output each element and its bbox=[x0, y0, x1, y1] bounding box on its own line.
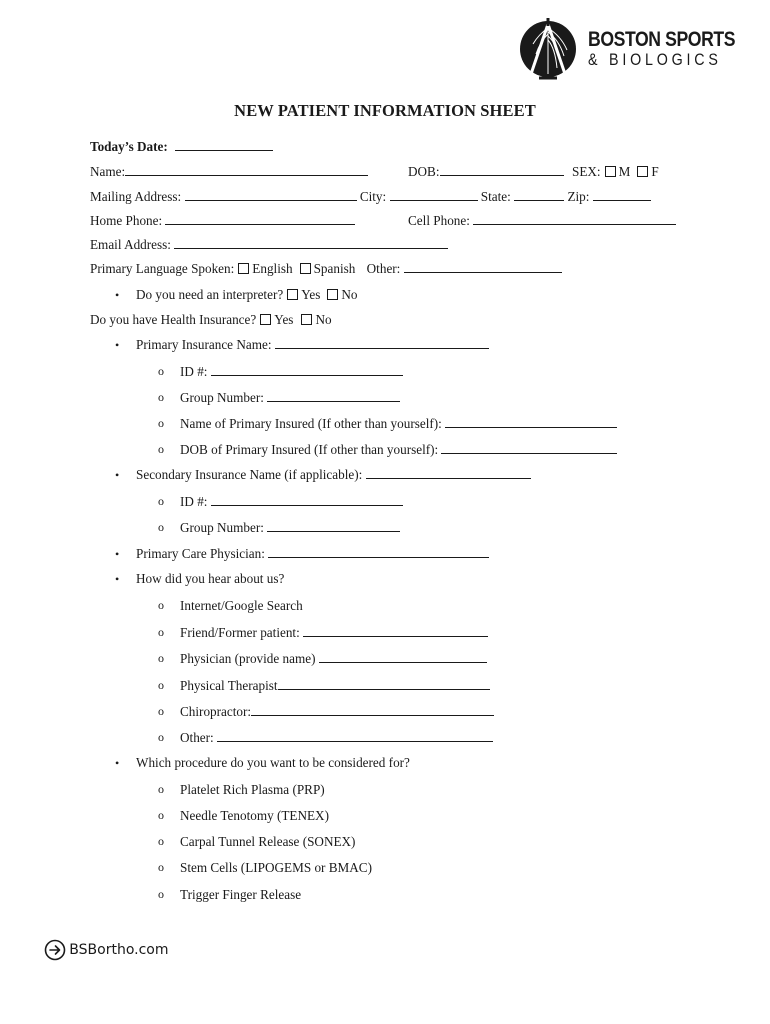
zip-field[interactable] bbox=[593, 189, 651, 201]
language-label: Primary Language Spoken: bbox=[90, 261, 235, 276]
circle-bullet-icon: o bbox=[158, 730, 164, 744]
logo-emblem-icon bbox=[517, 16, 579, 82]
primary-insurance-row bbox=[136, 337, 489, 353]
state-field[interactable] bbox=[514, 189, 564, 201]
english-checkbox[interactable] bbox=[238, 263, 249, 274]
footer-website[interactable]: BSBortho.com bbox=[69, 942, 169, 958]
primary-group-label: Group Number: bbox=[180, 390, 264, 405]
sex-row bbox=[572, 164, 659, 180]
primary-insurance-label: Primary Insurance Name: bbox=[136, 337, 272, 352]
sex-m-checkbox[interactable] bbox=[605, 166, 616, 177]
interpreter-row bbox=[136, 287, 358, 303]
spanish-label: Spanish bbox=[313, 261, 356, 276]
bullet-icon: • bbox=[115, 572, 120, 586]
hear-other-field[interactable] bbox=[217, 730, 493, 742]
circle-bullet-icon: o bbox=[158, 625, 164, 639]
sex-f-checkbox[interactable] bbox=[637, 166, 648, 177]
mailing-address-field[interactable] bbox=[185, 189, 357, 201]
secondary-insurance-field[interactable] bbox=[366, 467, 531, 479]
circle-bullet-icon: o bbox=[158, 494, 164, 508]
pcp-field[interactable] bbox=[268, 546, 489, 558]
hear-option-physician-row bbox=[180, 651, 487, 667]
primary-insured-dob-field[interactable] bbox=[441, 442, 617, 454]
email-row bbox=[90, 237, 448, 253]
sex-label: SEX: bbox=[572, 164, 601, 179]
circle-bullet-icon: o bbox=[158, 704, 164, 718]
secondary-group-field[interactable] bbox=[267, 520, 400, 532]
primary-insured-name-label: Name of Primary Insured (If other than yourself): bbox=[180, 416, 442, 431]
hear-option-chiropractor[interactable]: Chiropractor: bbox=[180, 704, 252, 719]
circle-bullet-icon: o bbox=[158, 520, 164, 534]
email-field[interactable] bbox=[174, 237, 448, 249]
primary-insured-dob-label: DOB of Primary Insured (If other than yourself): bbox=[180, 442, 439, 457]
insurance-no-checkbox[interactable] bbox=[301, 314, 312, 325]
circle-bullet-icon: o bbox=[158, 364, 164, 378]
hear-pt-field[interactable] bbox=[278, 678, 490, 690]
mailing-row bbox=[90, 189, 651, 205]
primary-id-label: ID #: bbox=[180, 364, 208, 379]
insurance-row bbox=[90, 312, 332, 328]
other-language-field[interactable] bbox=[404, 261, 562, 273]
primary-insured-name-row bbox=[180, 416, 617, 432]
hear-option-other[interactable]: Other: bbox=[180, 730, 214, 745]
interpreter-no-checkbox[interactable] bbox=[327, 289, 338, 300]
insurance-question: Do you have Health Insurance? bbox=[90, 312, 257, 327]
city-label: City: bbox=[359, 189, 387, 204]
english-label: English bbox=[252, 261, 293, 276]
home-phone-row bbox=[90, 213, 355, 229]
sex-f-label: F bbox=[651, 164, 659, 179]
home-phone-label: Home Phone: bbox=[90, 213, 163, 228]
email-label: Email Address: bbox=[90, 237, 171, 252]
bullet-icon: • bbox=[115, 547, 120, 561]
hear-option-friend-row bbox=[180, 625, 488, 641]
primary-group-field[interactable] bbox=[267, 390, 400, 402]
name-label: Name: bbox=[90, 164, 126, 179]
secondary-group-label: Group Number: bbox=[180, 520, 264, 535]
hear-option-physical-therapist[interactable]: Physical Therapist bbox=[180, 678, 278, 693]
hear-physician-field[interactable] bbox=[319, 651, 487, 663]
spanish-checkbox[interactable] bbox=[300, 263, 311, 274]
circle-bullet-icon: o bbox=[158, 782, 164, 796]
secondary-id-row bbox=[180, 494, 403, 510]
primary-insured-dob-row bbox=[180, 442, 617, 458]
circle-bullet-icon: o bbox=[158, 442, 164, 456]
arrow-right-circle-icon bbox=[44, 939, 66, 961]
city-field[interactable] bbox=[390, 189, 478, 201]
page-title: NEW PATIENT INFORMATION SHEET bbox=[234, 101, 536, 120]
state-label: State: bbox=[480, 189, 511, 204]
circle-bullet-icon: o bbox=[158, 416, 164, 430]
hear-option-pt-row bbox=[180, 678, 490, 694]
procedure-tenex[interactable]: Needle Tenotomy (TENEX) bbox=[180, 808, 329, 823]
hear-option-other-row bbox=[180, 730, 493, 746]
secondary-group-row bbox=[180, 520, 400, 536]
primary-group-row bbox=[180, 390, 400, 406]
secondary-insurance-row bbox=[136, 467, 531, 483]
circle-bullet-icon: o bbox=[158, 651, 164, 665]
interpreter-question: Do you need an interpreter? bbox=[136, 287, 284, 302]
hear-chiro-field[interactable] bbox=[251, 704, 494, 716]
circle-bullet-icon: o bbox=[158, 678, 164, 692]
hear-option-chiro-row bbox=[180, 704, 494, 720]
logo-line-1: BOSTON SPORTS bbox=[588, 28, 736, 51]
bullet-icon: • bbox=[115, 338, 120, 352]
todays-date-field[interactable] bbox=[175, 139, 273, 151]
name-row bbox=[90, 164, 368, 180]
bullet-icon: • bbox=[115, 468, 120, 482]
insurance-yes-label: Yes bbox=[274, 312, 294, 327]
circle-bullet-icon: o bbox=[158, 598, 164, 612]
mailing-address-label: Mailing Address: bbox=[90, 189, 182, 204]
interpreter-no-label: No bbox=[341, 287, 358, 302]
circle-bullet-icon: o bbox=[158, 390, 164, 404]
secondary-id-label: ID #: bbox=[180, 494, 208, 509]
procedure-trigger-finger[interactable]: Trigger Finger Release bbox=[180, 887, 302, 902]
primary-id-row bbox=[180, 364, 403, 380]
hear-option-physician[interactable]: Physician (provide name) bbox=[180, 651, 316, 666]
insurance-yes-checkbox[interactable] bbox=[260, 314, 271, 325]
logo-line-2: & BIOLOGICS bbox=[588, 50, 722, 69]
cell-phone-field[interactable] bbox=[473, 213, 676, 225]
procedure-question: Which procedure do you want to be considered for? bbox=[136, 755, 410, 770]
interpreter-yes-label: Yes bbox=[301, 287, 321, 302]
procedure-sonex[interactable]: Carpal Tunnel Release (SONEX) bbox=[180, 834, 356, 849]
home-phone-field[interactable] bbox=[165, 213, 355, 225]
circle-bullet-icon: o bbox=[158, 834, 164, 848]
bullet-icon: • bbox=[115, 288, 120, 302]
circle-bullet-icon: o bbox=[158, 808, 164, 822]
other-language-label: Other: bbox=[366, 261, 401, 276]
primary-id-field[interactable] bbox=[211, 364, 403, 376]
circle-bullet-icon: o bbox=[158, 860, 164, 874]
todays-date-label: Today’s Date: bbox=[90, 139, 168, 154]
primary-insurance-field[interactable] bbox=[275, 337, 489, 349]
secondary-insurance-label: Secondary Insurance Name (if applicable): bbox=[136, 467, 363, 482]
dob-field[interactable] bbox=[440, 164, 564, 176]
interpreter-yes-checkbox[interactable] bbox=[287, 289, 298, 300]
hear-option-internet[interactable]: Internet/Google Search bbox=[180, 598, 303, 613]
bullet-icon: • bbox=[115, 756, 120, 770]
todays-date-row bbox=[90, 139, 273, 155]
cell-phone-label: Cell Phone: bbox=[408, 213, 470, 228]
sex-m-label: M bbox=[618, 164, 631, 179]
circle-bullet-icon: o bbox=[158, 887, 164, 901]
procedure-prp[interactable]: Platelet Rich Plasma (PRP) bbox=[180, 782, 325, 797]
secondary-id-field[interactable] bbox=[211, 494, 403, 506]
dob-row bbox=[408, 164, 564, 180]
hear-question: How did you hear about us? bbox=[136, 571, 285, 586]
pcp-row bbox=[136, 546, 489, 562]
hear-option-friend[interactable]: Friend/Former patient: bbox=[180, 625, 300, 640]
footer-link[interactable] bbox=[44, 939, 169, 961]
cell-phone-row bbox=[408, 213, 676, 229]
hear-friend-field[interactable] bbox=[303, 625, 488, 637]
pcp-label: Primary Care Physician: bbox=[136, 546, 265, 561]
primary-insured-name-field[interactable] bbox=[445, 416, 617, 428]
name-field[interactable] bbox=[125, 164, 368, 176]
language-row bbox=[90, 261, 562, 277]
procedure-stem-cells[interactable]: Stem Cells (LIPOGEMS or BMAC) bbox=[180, 860, 372, 875]
dob-label: DOB: bbox=[408, 164, 440, 179]
zip-label: Zip: bbox=[567, 189, 590, 204]
insurance-no-label: No bbox=[315, 312, 332, 327]
